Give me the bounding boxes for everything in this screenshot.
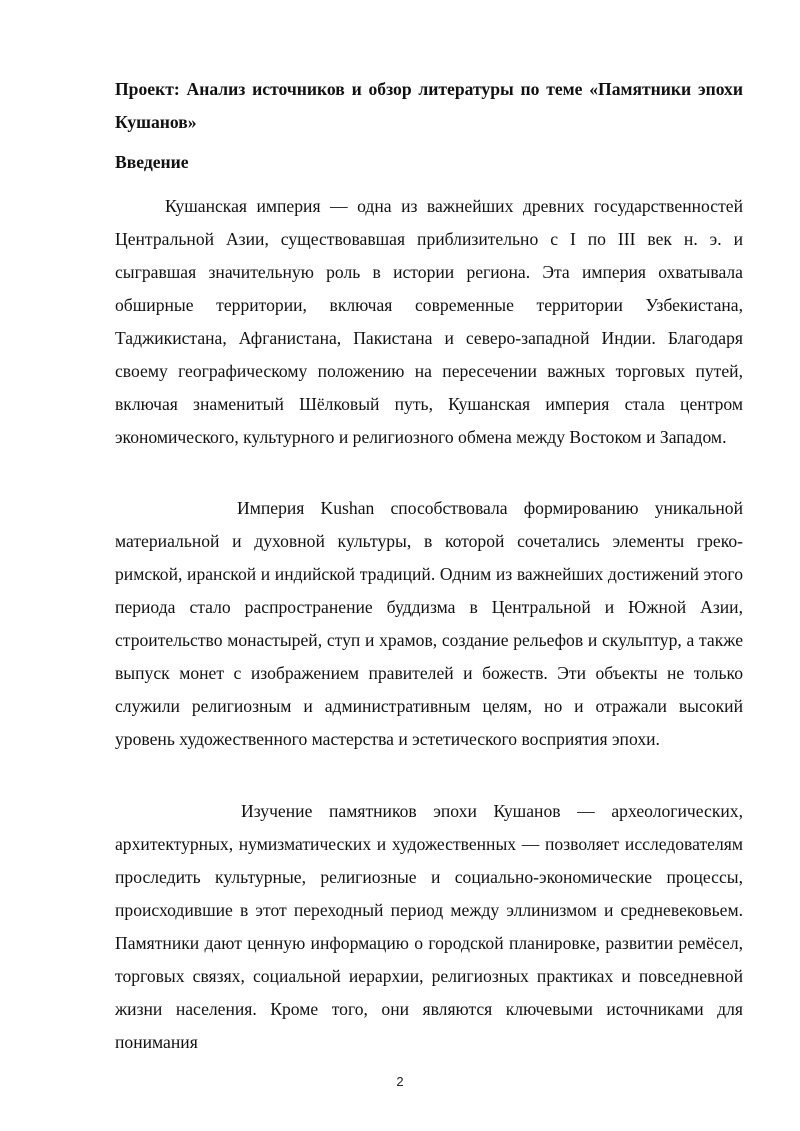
document-title: Проект: Анализ источников и обзор литературы по теме «Памятники эпохи Кушанов» (115, 79, 743, 132)
page-number: 2 (396, 1074, 404, 1089)
section-heading: Введение (115, 152, 189, 172)
paragraph-2: Империя Kushan способствовала формированию уникальной материальной и духовной культуры, в которой сочетались элементы греко-римской, иранской и индийской традиций. Одним из важнейших достижений этого периода стало распространение буддизма в Центральной и Южной Азии, строительство монастырей, ступ и храмов, создание рельефов и скульптур, а также выпуск монет с изображением правителей и божеств. Эти объекты не только служили религиозным и административным целям, но и отражали высокий уровень художественного мастерства и эстетического восприятия эпохи. (115, 498, 743, 749)
paragraph-1: Кушанская империя — одна из важнейших древних государственностей Центральной Азии, существовавшая приблизительно с I по III век н. э. и сыгравшая значительную роль в истории региона. Эта империя охватывала обширные территории, включая современные территории Узбекистана, Таджикистана, Афганистана, Пакистана и северо-западной Индии. Благодаря своему географическому положению на пересечении важных торговых путей, включая знаменитый Шёлковый путь, Кушанская империя стала центром экономического, культурного и религиозного обмена между Востоком и Западом. (115, 196, 743, 447)
paragraph-3: Изучение памятников эпохи Кушанов — археологических, архитектурных, нумизматических и художественных — позволяет исследователям проследить культурные, религиозные и социально-экономические процессы, происходившие в этот переходный период между эллинизмом и средневековьем. Памятники дают ценную информацию о городской планировке, развитии ремёсел, торговых связях, социальной иерархии, религиозных практиках и повседневной жизни населения. Кроме того, они являются ключевыми источниками для понимания (115, 801, 743, 1052)
